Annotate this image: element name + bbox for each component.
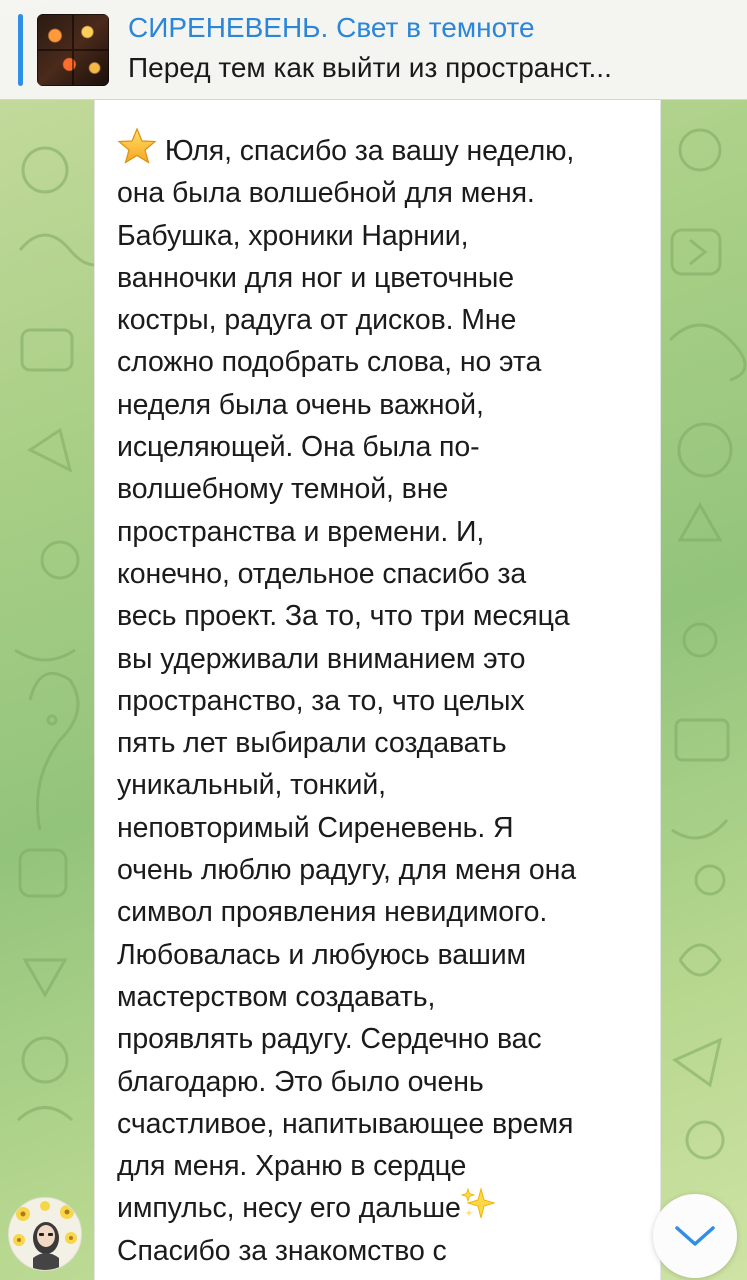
message-line: проявлять радугу. Сердечно вас <box>117 1023 542 1056</box>
message-line: Спасибо за знакомство с <box>117 1234 447 1267</box>
pinned-accent-line <box>18 14 23 86</box>
message-line: весь проект. За то, что три месяца <box>117 600 570 633</box>
pinned-thumbnail <box>37 14 109 86</box>
pinned-title: СИРЕНЕВЕНЬ. Свет в темноте <box>128 12 535 43</box>
sparkles-emoji <box>461 1187 495 1221</box>
message-line: неповторимый Сиреневень. Я <box>117 811 514 844</box>
message-line: волшебному темной, вне <box>117 473 449 506</box>
message-text <box>117 128 652 1272</box>
message-line: она была волшебной для меня. <box>117 177 535 210</box>
message-bubble[interactable] <box>94 100 661 1280</box>
message-line: ванночки для ног и цветочные <box>117 261 515 294</box>
message-line: очень люблю радугу, для меня она <box>117 854 576 887</box>
message-line: неделя была очень важной, <box>117 388 484 421</box>
avatar-illustration <box>9 1198 82 1271</box>
message-line: сложно подобрать слова, но эта <box>117 346 542 379</box>
message-line: счастливое, напитывающее время <box>117 1107 574 1140</box>
message-line: Любовалась и любуюсь вашим <box>117 938 527 971</box>
message-line: конечно, отдельное спасибо за <box>117 557 527 590</box>
message-line: для меня. Храню в сердце <box>117 1150 467 1183</box>
message-line: благодарю. Это было очень <box>117 1065 484 1098</box>
message-line: пространства и времени. И, <box>117 515 485 548</box>
chevron-down-icon <box>674 1224 716 1248</box>
message-line: пять лет выбирали создавать <box>117 727 507 760</box>
message-line: уникальный, тонкий, <box>117 769 386 802</box>
pinned-preview: Перед тем как выйти из пространст... <box>128 52 612 83</box>
message-line: костры, радуга от дисков. Мне <box>117 304 517 337</box>
star-emoji <box>117 128 157 164</box>
sender-avatar[interactable] <box>8 1197 82 1271</box>
message-line: вы удерживали вниманием это <box>117 642 526 675</box>
message-line: исцеляющей. Она была по- <box>117 431 480 464</box>
message-line: Юля, спасибо за вашу неделю, <box>117 128 652 172</box>
message-line: мастерством создавать, <box>117 980 436 1013</box>
pinned-message-bar[interactable] <box>0 0 747 100</box>
scroll-down-button[interactable] <box>653 1194 737 1278</box>
message-line: символ проявления невидимого. <box>117 896 548 929</box>
message-line: пространство, за то, что целых <box>117 684 525 717</box>
message-line: Бабушка, хроники Нарнии, <box>117 219 469 252</box>
message-line: импульс, несу его дальше <box>117 1187 652 1229</box>
